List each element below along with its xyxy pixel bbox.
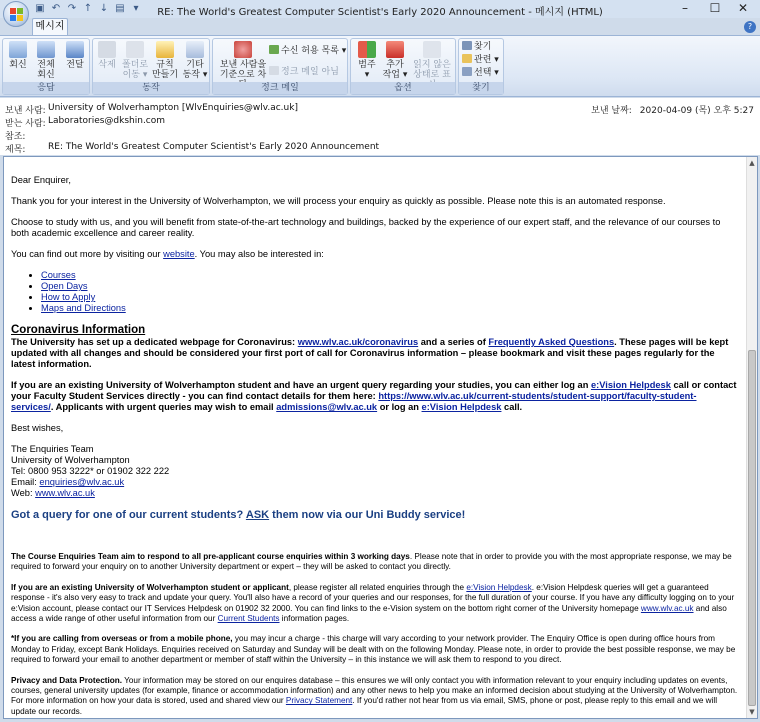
current-students-link[interactable]: Current Students (217, 614, 280, 624)
message-content (11, 175, 738, 719)
message-body[interactable] (3, 156, 758, 719)
existing-student-paragraph (11, 380, 738, 413)
privacy-paragraph (11, 676, 738, 718)
web-label: Web: (11, 488, 36, 498)
forward-label: 전달 (66, 60, 84, 70)
website-link[interactable]: website (163, 249, 195, 259)
find-out-paragraph (11, 249, 738, 260)
categorize-label-1: 범주 (358, 60, 376, 70)
find-button[interactable] (462, 41, 491, 53)
signature-web (11, 488, 738, 499)
save-icon[interactable]: ▣ (35, 3, 45, 14)
email-label: Email: (11, 477, 40, 487)
find-label: 찾기 (474, 42, 492, 52)
existing-applicant-bold: If you are an existing University of Wolverhampton student or applicant (11, 582, 289, 592)
mark-unread-label-2: 상태로 표 (413, 70, 451, 80)
subject-value: RE: The World's Greatest Computer Scientist's Early 2020 Announcement (48, 142, 380, 152)
find-out-text-end: . You may also be interested in: (194, 249, 324, 259)
print-preview-icon[interactable]: ▤ (115, 3, 125, 14)
wlv-web-link[interactable]: www.wlv.ac.uk (35, 488, 95, 498)
follow-up-button[interactable] (382, 41, 408, 80)
existing-text-3: . Applicants with urgent queries may wish to email (50, 402, 277, 412)
sent-value: 2020-04-09 (목) 오후 5:27 (639, 106, 754, 116)
best-wishes: Best wishes, (11, 423, 64, 433)
office-logo-icon (10, 8, 16, 14)
other-actions-button[interactable] (181, 41, 209, 80)
close-button[interactable]: ✕ (737, 1, 749, 15)
categorize-label-2: ▾ (364, 70, 370, 80)
evision-helpdesk-link-3[interactable]: e:Vision Helpdesk (466, 582, 532, 592)
other-label-1: 기타 (186, 60, 204, 70)
scroll-down-button[interactable]: ▼ (749, 708, 755, 716)
covid-text-3: . These pages will be kept updated with all changes and should be considered your first port of call for Coronavirus information – please bookmark and visit these pages regularly for the latest information. (11, 337, 729, 369)
group-title-junk: 정크 메일 (213, 82, 347, 94)
group-options (350, 38, 456, 95)
reply-icon (9, 41, 27, 58)
evision-helpdesk-link-2[interactable]: e:Vision Helpdesk (421, 402, 502, 412)
group-find (458, 38, 504, 95)
move-label-1: 폴더로 (121, 60, 149, 70)
reply-all-icon (37, 41, 55, 58)
other-actions-icon (186, 41, 204, 58)
to-value[interactable]: Laboratories@dkshin.com (48, 116, 166, 126)
block-label-2: 기준으로 차 (219, 70, 267, 80)
signature (11, 444, 738, 499)
enquiries-email-link[interactable]: enquiries@wlv.ac.uk (39, 477, 125, 487)
faq-link[interactable]: Frequently Asked Questions (488, 337, 615, 347)
privacy-text-b: . If you'd rather not hear from us via email, SMS, phone or post, please reply to this email and we will update our records. (11, 696, 718, 716)
undo-icon[interactable]: ↶ (51, 3, 61, 14)
categorize-icon (358, 41, 376, 58)
existing-text-1: If you are an existing University of Wolverhampton student and have an urgent query regarding your studies, you can either log an (11, 380, 591, 390)
promo-text-2: them now via our Uni Buddy service! (269, 509, 466, 521)
redo-icon[interactable]: ↷ (67, 3, 77, 14)
title-bar (0, 0, 760, 18)
signature-email (11, 477, 738, 488)
group-title-actions: 동작 (93, 82, 209, 94)
group-title-respond: 응답 (3, 82, 89, 94)
admissions-email-link[interactable]: admissions@wlv.ac.uk (276, 402, 378, 412)
message-header (0, 98, 760, 155)
choose-paragraph: Choose to study with us, and you will benefit from state-of-the-art technology and buildings, backed by the experience of our expert staff, and the relevance of our courses to both academic excellence and career reality. (11, 217, 721, 238)
up-arrow-icon[interactable]: ↑ (83, 3, 93, 14)
minimize-button[interactable]: – (682, 1, 688, 15)
categorize-button[interactable] (353, 41, 381, 80)
select-button[interactable] (462, 67, 499, 79)
applicant-text-c: and also access a wide range of other useful information from our (11, 603, 727, 624)
faculty-services-link[interactable]: https://www.wlv.ac.uk/current-students/student-support/faculty-student-services/ (11, 391, 697, 412)
reply-all-label-1: 전체 (37, 60, 55, 70)
privacy-bold: Privacy and Data Protection. (11, 675, 123, 685)
evision-helpdesk-link[interactable]: e:Vision Helpdesk (590, 380, 671, 390)
maximize-button[interactable]: ☐ (709, 1, 721, 15)
uni-buddy-promo (11, 509, 738, 522)
move-label-2: 이동 ▾ (122, 70, 148, 80)
from-value[interactable]: University of Wolverhampton [WlvEnquiries@wlv.ac.uk] (48, 103, 298, 113)
down-arrow-icon[interactable]: ↓ (99, 3, 109, 14)
group-junk (212, 38, 348, 95)
reply-all-button[interactable] (33, 41, 59, 80)
flag-icon (386, 41, 404, 58)
related-icon (462, 54, 472, 63)
reply-label: 회신 (9, 60, 27, 70)
existing-text-2: call or contact your Faculty Student Services directly - you can find contact details for them here: (11, 380, 737, 401)
covid-text-2: and a series of (418, 337, 489, 347)
how-to-apply-link[interactable]: How to Apply (41, 292, 96, 302)
sent-date (591, 103, 754, 116)
overseas-call-paragraph (11, 634, 738, 665)
subject-label: 제목: (5, 145, 26, 155)
overseas-text: you may incur a charge - this charge will vary according to your network provider. The Enquiry Office is open during office hours from Monday to Friday, except Bank Holidays. Enquiries received on Saturday and Sunday will be dealt with on the following Monday. Please note, in order to provide the best possible response, we may be required to forward your email to another department or member of staff within the University – in this instance we will ask them to respond to you direct. (11, 634, 736, 665)
ribbon (0, 35, 760, 97)
not-junk-button[interactable] (269, 66, 339, 78)
applicant-text-a: , please register all related enquiries through the (288, 582, 467, 592)
delete-icon (98, 41, 116, 58)
open-days-link[interactable]: Open Days (41, 281, 88, 291)
existing-applicant-paragraph (11, 583, 738, 625)
coronavirus-heading: Coronavirus Information (11, 324, 146, 336)
homepage-link[interactable]: www.wlv.ac.uk (640, 603, 694, 613)
privacy-text-a: Your information may be stored on our enquires database – this ensures we will only contact you with information relevant to your enquiry including updates on events, courses, general university updates (for example, finance or accommodation information) and any other news to help you make an informed decision about studying at the University of Wolverhampton. For more information on how your data is stored, used and shared view our (11, 675, 738, 706)
coronavirus-link[interactable]: www.wlv.ac.uk/coronavirus (297, 337, 419, 347)
from-label: 보낸 사람: (5, 106, 46, 116)
list-item (41, 270, 738, 281)
office-logo-icon-part (17, 15, 23, 21)
folder-icon (126, 41, 144, 58)
other-label-2: 동작 ▾ (182, 70, 208, 80)
privacy-statement-link[interactable]: Privacy Statement (285, 696, 353, 706)
find-out-text: You can find out more by visiting our (11, 249, 164, 259)
overseas-bold: *If you are calling from overseas or from a mobile phone, (11, 634, 233, 644)
ask-link[interactable]: ASK (245, 509, 270, 521)
not-junk-icon (269, 66, 279, 75)
response-time-text: . Please note that in order to provide you with the most appropriate response, we may be required to forward your enquiry on to another University department or expert – they will be asked to contact you directly. (11, 552, 732, 572)
followup-label-1: 추가 (386, 60, 404, 70)
scrollbar-thumb[interactable] (748, 350, 756, 706)
covid-text-1: The University has set up a dedicated webpage for Coronavirus: (11, 337, 298, 347)
interest-links-list (41, 270, 738, 314)
help-icon[interactable]: ? (744, 21, 756, 33)
vertical-scrollbar[interactable] (746, 157, 757, 718)
to-label: 받는 사람: (5, 119, 46, 129)
safe-list-icon (269, 45, 279, 54)
applicant-text-b: . e:Vision Helpdesk queries will get a guaranteed response - it's also very easy to track and update your query. You'll also have a record of your queries and our responses, for the full duration of your course. If you have any difficulty logging on to your e:Vision account, please contact our IT Services Helpdesk on 01902 32 2000. You can find links to the e-Vision system on the bottom right corner of the University homepage (11, 582, 735, 613)
applicant-text-d: information pages. (279, 614, 350, 624)
list-item (41, 292, 738, 303)
reply-all-label-2: 회신 (37, 70, 55, 80)
rule-label-1: 규칙 (156, 60, 174, 70)
safe-list-button[interactable] (269, 45, 346, 57)
mark-unread-icon (423, 41, 441, 58)
not-junk-label: 정크 메일 아님 (281, 67, 339, 77)
greeting: Dear Enquirer, (11, 175, 71, 185)
block-sender-icon (234, 41, 252, 58)
office-logo-icon-part (10, 15, 16, 21)
office-button[interactable] (3, 1, 29, 27)
sent-label: 보낸 날짜: (591, 106, 632, 116)
mark-unread-label-1: 읽지 않은 (413, 60, 451, 70)
safe-list-label: 수신 허용 목록 ▾ (281, 46, 347, 56)
response-time-bold: The Course Enquiries Team aim to respond to all pre-applicant course enquiries within 3 working days (11, 552, 410, 561)
cc-label: 참조: (5, 132, 26, 142)
customize-toolbar-icon[interactable]: ▾ (133, 3, 139, 14)
forward-button[interactable] (62, 41, 88, 70)
delete-button[interactable] (95, 41, 119, 70)
response-time-paragraph (11, 552, 738, 573)
related-button[interactable] (462, 54, 499, 66)
group-title-options: 옵션 (351, 82, 455, 94)
window-title: RE: The World's Greatest Computer Scientist's Early 2020 Announcement - 메시지 (HTML) (157, 7, 603, 18)
followup-label-2: 작업 ▾ (382, 70, 408, 80)
list-item (41, 303, 738, 314)
group-title-find: 찾기 (459, 82, 503, 94)
ribbon-tab-row (0, 18, 760, 35)
forward-icon (66, 41, 84, 58)
courses-link[interactable]: Courses (41, 270, 76, 280)
rule-icon (156, 41, 174, 58)
rule-label-2: 만들기 (151, 70, 179, 80)
signature-phone: Tel: 0800 953 3222* or 01902 322 222 (11, 466, 170, 476)
block-label-1: 보낸 사람을 (219, 60, 267, 70)
reply-button[interactable] (6, 41, 30, 70)
tab-message[interactable]: 메시지 (32, 18, 68, 35)
maps-link[interactable]: Maps and Directions (41, 303, 126, 313)
existing-text-5: call. (501, 402, 523, 412)
intro-paragraph: Thank you for your interest in the University of Wolverhampton, we will process your enquiry as quickly as possible. Please note this is an automated response. (11, 196, 666, 206)
delete-label: 삭제 (98, 60, 116, 70)
signature-university: University of Wolverhampton (11, 455, 130, 465)
signature-team: The Enquiries Team (11, 444, 94, 454)
coronavirus-paragraph (11, 337, 738, 370)
list-item (41, 281, 738, 292)
cursor-icon (462, 67, 472, 76)
existing-text-4: or log an (377, 402, 422, 412)
promo-text-1: Got a query for one of our current students? (11, 509, 246, 521)
group-respond (2, 38, 90, 95)
office-logo-icon-part (17, 8, 23, 14)
move-to-folder-button[interactable] (121, 41, 149, 80)
scroll-up-button[interactable]: ▲ (749, 159, 755, 167)
binoculars-icon (462, 41, 472, 50)
select-label: 선택 ▾ (474, 68, 499, 78)
related-label: 관련 ▾ (474, 55, 499, 65)
group-actions (92, 38, 210, 95)
